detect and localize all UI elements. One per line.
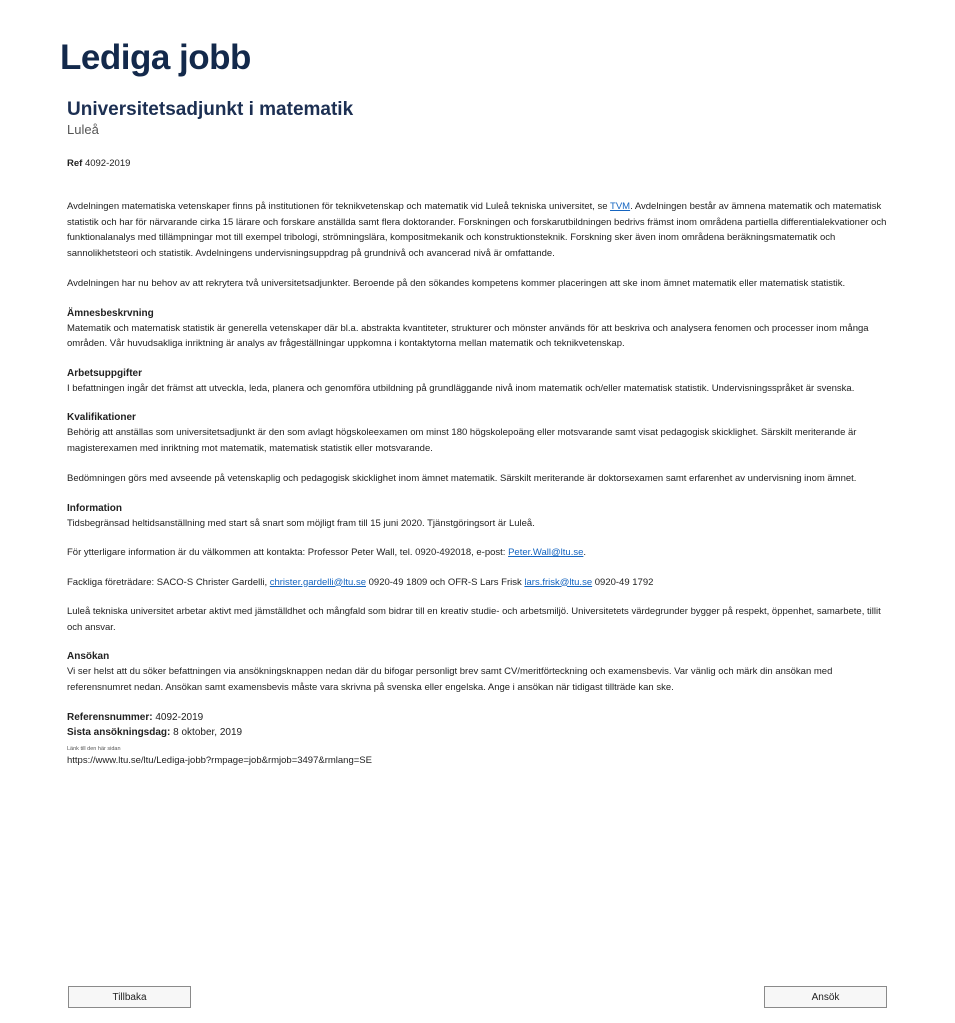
intro-text: Avdelningen matematiska vetenskaper finns på institutionen för teknikvetenskap och matematik vid Luleå tekniska universitet, se [67,201,611,212]
subject-heading: Ämnesbeskrvning [67,307,154,319]
apply-button[interactable]: Ansök [764,986,887,1008]
deadline-value: 8 oktober, 2019 [173,727,243,738]
application-text: Vi ser helst att du söker befattningen via ansökningsknappen nedan där du bifogar personligt brev samt CV/meritförteckning och examensbevis. Var vänlig och märk din ansökan med referensnumret nedan. Ansökan samt examensbevis måste vara skrivna på svenska eller engelska. Ange i ansökan när tidigast tillträde kan ske. [67,666,833,693]
union-text-mid: 0920-49 1809 och OFR-S Lars Frisk [365,576,525,588]
equality-statement: Luleå tekniska universitet arbetar aktivt med jämställdhet och mångfald som bidrar till en kreativ studie- och arbetsmiljö. Universitetets värdegrunder bygger på respekt, öppenhet, samarbete, tillit och ansvar. [67,606,881,633]
job-content [67,99,887,768]
information-text-1: Tidsbegränsad heltidsanställning med start så snart som möjligt fram till 15 juni 2020. Tjänstgöringsort är Luleå. [67,517,535,529]
qualifications-heading: Kvalifikationer [67,412,136,423]
union-representatives [67,575,887,591]
reference-number-value: 4092-2019 [155,712,204,723]
information-heading: Information [67,502,122,514]
reference-number-row [67,710,887,725]
contact-text-end: . [583,547,587,558]
subject-text: Matematik och matematisk statistik är generella vetenskaper där bl.a. abstrakta kvantiteter, strukturer och mönster används för att beskriva och analysera fenomen och processer inom många områden. Vår huvudsakliga inriktning är analys av frågeställningar uppkomna i kontaktytorna mellan matematik och teknikvetenskap. [67,322,869,349]
union-text: Fackliga företrädare: SACO-S Christer Gardelli, [67,576,270,588]
application-heading: Ansökan [67,651,110,662]
contact-email-link[interactable]: Peter.Wall@ltu.se [508,547,584,558]
reference-number-label: Referensnummer: [67,712,153,723]
job-title: Universitetsadjunkt i matematik [67,99,354,120]
union-email-link-1[interactable]: christer.gardelli@ltu.se [269,576,366,588]
qualifications-text-2: Bedömningen görs med avseende på vetenskaplig och pedagogisk skicklighet inom ämnet matematik. Särskilt meriterande är doktorsexamen samt erfarenhet av undervisning inom ämnet. [67,473,857,484]
union-text-end: 0920-49 1792 [592,576,654,588]
job-location: Luleå [67,122,99,137]
reference [67,158,887,170]
page-logo-title: Lediga jobb [60,38,251,77]
intro-paragraph-2: Avdelningen har nu behov av att rekrytera två universitetsadjunkter. Beroende på den sökandes kompetens kommer placeringen att ske inom ämnet matematik eller matematisk statistik. [67,278,846,289]
page-link-url[interactable]: https://www.ltu.se/ltu/Lediga-jobb?rmpage=job&rmjob=3497&rmlang=SE [67,755,372,766]
deadline-row [67,725,887,740]
qualifications-text-1: Behörig att anställas som universitetsadjunkt är den som avlagt högskoleexamen om minst 180 högskolepoäng eller motsvarande samt visat pedagogisk skicklighet. Särskilt meriterande är magisterexamen med inriktning mot matematik, matematisk statistik eller motsvarande. [67,427,857,454]
page-link-label: Länk till den här sidan [67,746,121,752]
contact-text: För ytterligare information är du välkommen att kontakta: Professor Peter Wall, tel. 0920-492018, e-post: [67,547,509,558]
intro-paragraph-1 [67,199,887,261]
tasks-text: I befattningen ingår det främst att utveckla, leda, planera och genomföra utbildning på grundläggande nivå inom matematik och/eller matematisk statistik. Undervisningsspråket är svenska. [67,382,855,394]
intro-text-cont: . Avdelningen består av ämnena matematik och matematisk statistik och har för närvarande cirka 15 lärare och forskare anställda samt flera doktorander. Forskningen och forskarutbildningen bedrivs främst inom områdena partiella differentialekvationer och funktionalanalys med tillämpningar mot till exempel tribologi, strömningslära, kompositmekanik och konstruktionsteknik. Forskning sker även inom områdena beräkningsmatematik och sannolikhetsteori och statistik. Avdelningens undervisningsuppdrag på grundnivå och avancerad nivå är omfattande. [67,201,887,259]
back-button[interactable]: Tillbaka [68,986,191,1008]
tasks-heading: Arbetsuppgifter [67,367,142,379]
reference-value: 4092-2019 [84,158,131,169]
reference-label: Ref [67,158,83,169]
information-contact [67,545,887,561]
union-email-link-2[interactable]: lars.frisk@ltu.se [524,576,593,588]
deadline-label: Sista ansökningsdag: [67,727,171,738]
tvm-link[interactable]: TVM [610,201,631,212]
